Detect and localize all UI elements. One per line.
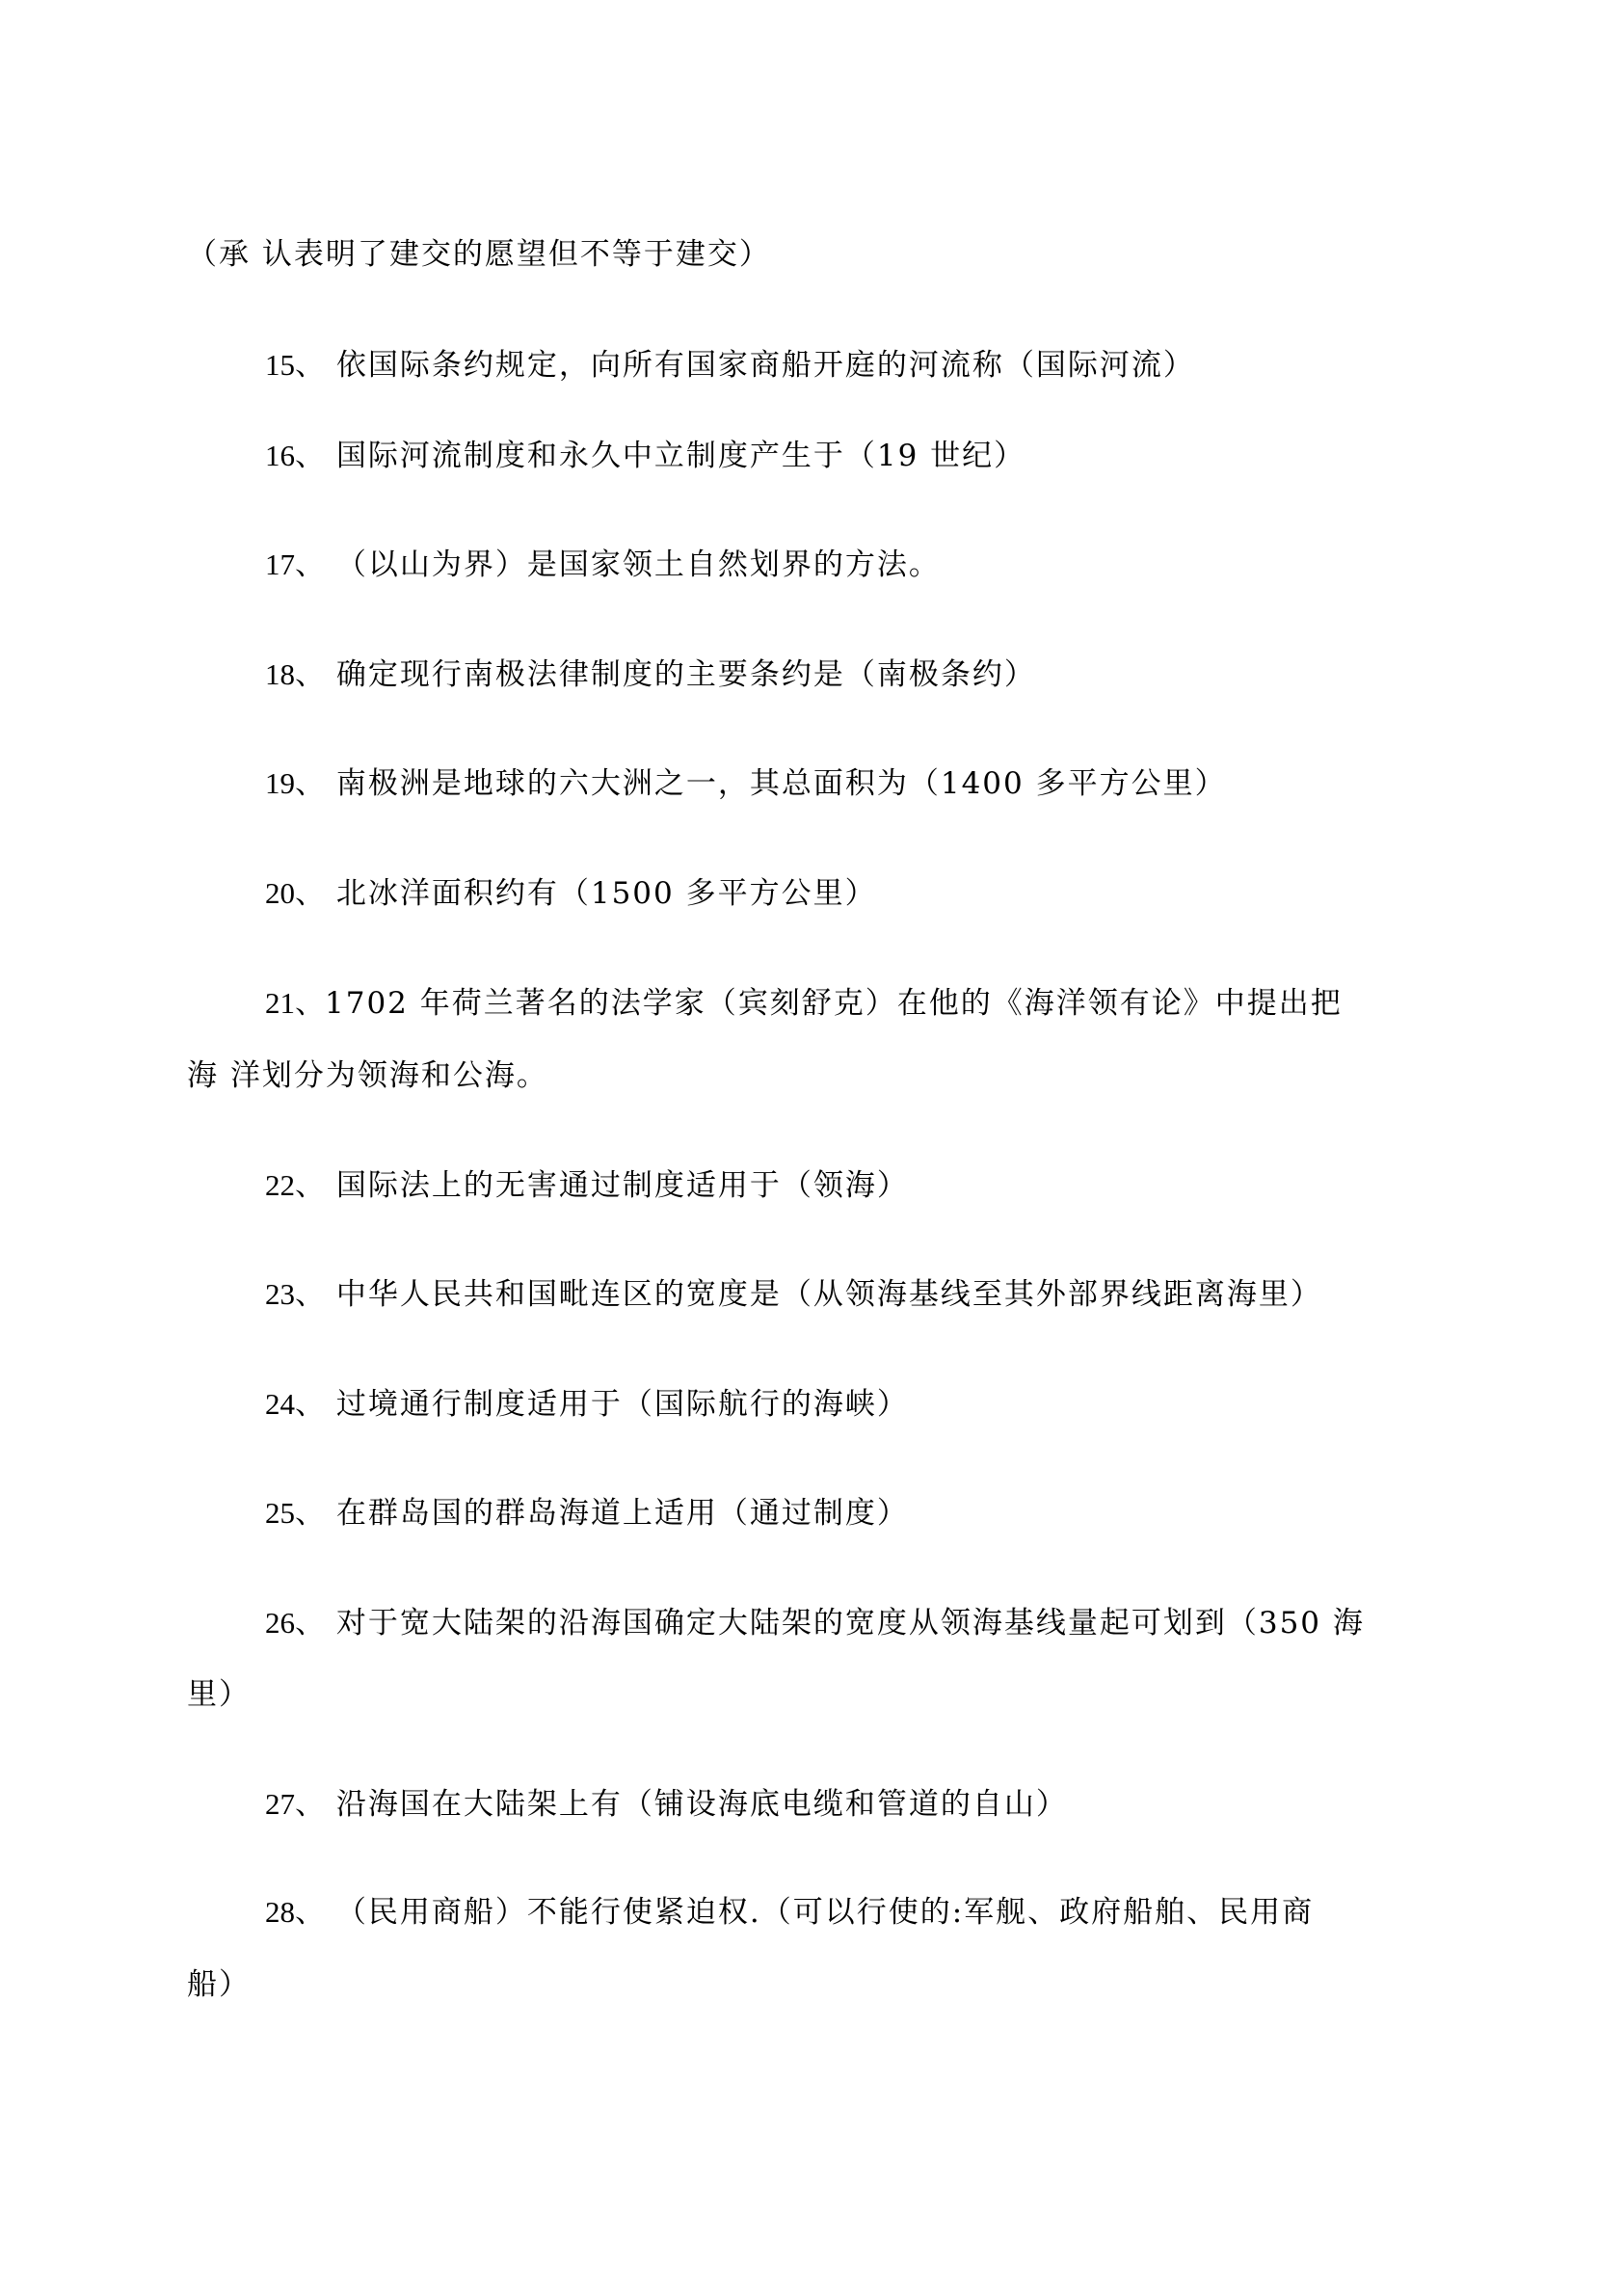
item-text: 确定现行南极法律制度的主要条约是（南极条约） <box>325 657 1036 692</box>
item-number: 17、 <box>265 547 325 581</box>
item-text: 对于宽大陆架的沿海国确定大陆架的宽度从领海基线量起可划到（350 海 <box>325 1606 1365 1641</box>
item-number: 22、 <box>265 1168 325 1202</box>
line-text: （承 认表明了建交的愿望但不等于建交） <box>187 237 771 272</box>
list-item-28 <box>265 1893 1314 1932</box>
item-number: 18、 <box>265 657 325 691</box>
item-number: 19、 <box>265 766 325 800</box>
text-line-continuation-21 <box>187 1056 548 1095</box>
list-item-17 <box>265 546 941 584</box>
item-number: 24、 <box>265 1387 325 1421</box>
list-item-23 <box>265 1275 1322 1314</box>
line-text: 船） <box>187 1967 251 2002</box>
list-item-25 <box>265 1494 909 1533</box>
item-text: 国际河流制度和永久中立制度产生于（19 世纪） <box>325 439 1026 473</box>
item-number: 26、 <box>265 1606 325 1640</box>
item-number: 20、 <box>265 876 325 910</box>
item-number: 25、 <box>265 1496 325 1530</box>
list-item-15 <box>265 346 1195 385</box>
text-line-continuation-14 <box>187 235 771 274</box>
item-text: 国际法上的无害通过制度适用于（领海） <box>325 1168 909 1203</box>
list-item-27 <box>265 1785 1068 1824</box>
item-number: 28、 <box>265 1895 325 1929</box>
item-number: 16、 <box>265 439 325 472</box>
list-item-22 <box>265 1166 909 1205</box>
item-text: 沿海国在大陆架上有（铺设海底电缆和管道的自山） <box>325 1787 1068 1822</box>
item-text: 中华人民共和国毗连区的宽度是（从领海基线至其外部界线距离海里） <box>325 1277 1322 1312</box>
list-item-19 <box>265 764 1227 803</box>
list-item-21 <box>265 984 1343 1023</box>
item-text: 依国际条约规定，向所有国家商船开庭的河流称（国际河流） <box>325 348 1195 383</box>
line-text: 里） <box>187 1677 251 1712</box>
text-line-continuation-26 <box>187 1675 251 1714</box>
item-text: 南极洲是地球的六大洲之一，其总面积为（1400 多平方公里） <box>325 766 1227 801</box>
item-number: 15、 <box>265 348 325 382</box>
item-number: 27、 <box>265 1787 325 1821</box>
item-text: （以山为界）是国家领土自然划界的方法。 <box>325 547 941 582</box>
item-text: （民用商船）不能行使紧迫权.（可以行使的:军舰、政府船舶、民用商 <box>325 1895 1315 1930</box>
list-item-16 <box>265 437 1025 475</box>
item-text: 过境通行制度适用于（国际航行的海峡） <box>325 1387 909 1422</box>
line-text: 海 洋划分为领海和公海。 <box>187 1058 548 1093</box>
list-item-20 <box>265 874 877 913</box>
item-text: 北冰洋面积约有（1500 多平方公里） <box>325 876 877 911</box>
item-number: 23、 <box>265 1277 325 1311</box>
list-item-18 <box>265 655 1036 694</box>
list-item-24 <box>265 1385 909 1424</box>
item-number: 21、 <box>265 986 325 1020</box>
item-text: 在群岛国的群岛海道上适用（通过制度） <box>325 1496 909 1531</box>
item-text: 1702 年荷兰著名的法学家（宾刻舒克）在他的《海洋领有论》中提出把 <box>325 986 1343 1021</box>
list-item-26 <box>265 1604 1365 1642</box>
text-line-continuation-28 <box>187 1965 251 2004</box>
